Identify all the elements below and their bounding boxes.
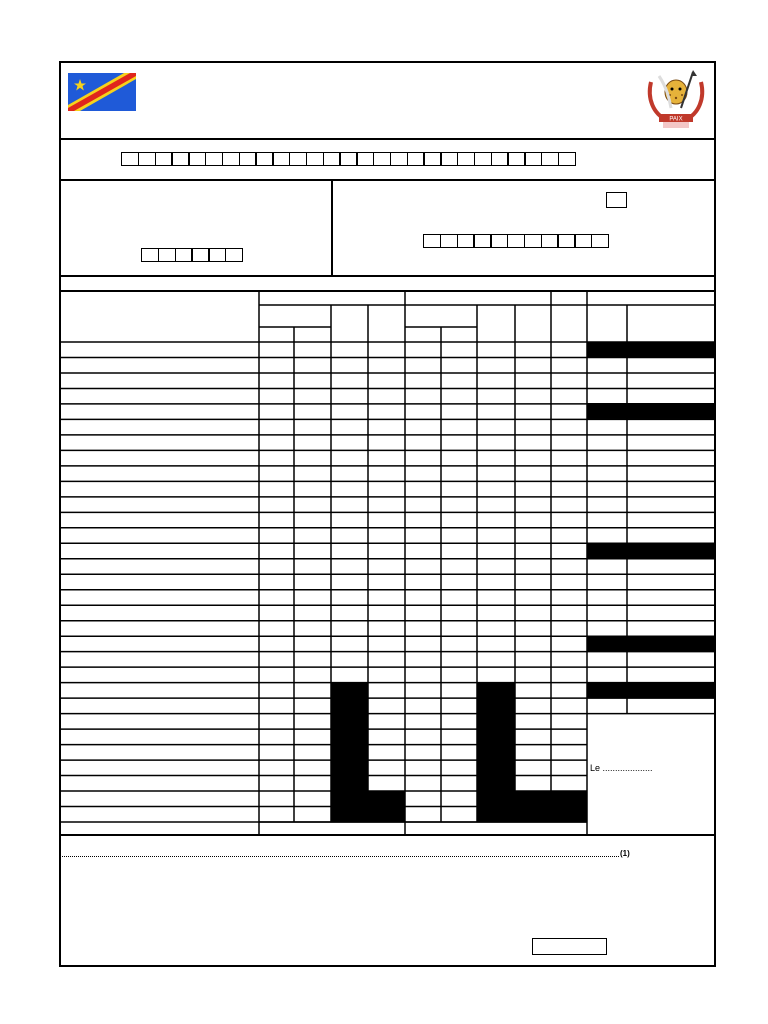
shaded-block [477,682,515,822]
shaded-row [587,342,715,358]
shaded-row [587,403,715,419]
date-dots: .................... [602,763,653,773]
shaded-block [515,791,587,822]
date-label: Le [590,763,601,773]
shaded-row [587,543,715,559]
shaded-row [587,682,715,698]
footnote-dotted-line[interactable] [62,856,619,857]
shaded-block [368,791,405,822]
shaded-block [331,682,368,822]
signature-box[interactable] [532,938,607,955]
emblem-motto: PAIX [669,116,683,123]
shaded-row [587,636,715,652]
footnote-marker: (1) [620,849,630,858]
date-field[interactable] [590,763,653,773]
